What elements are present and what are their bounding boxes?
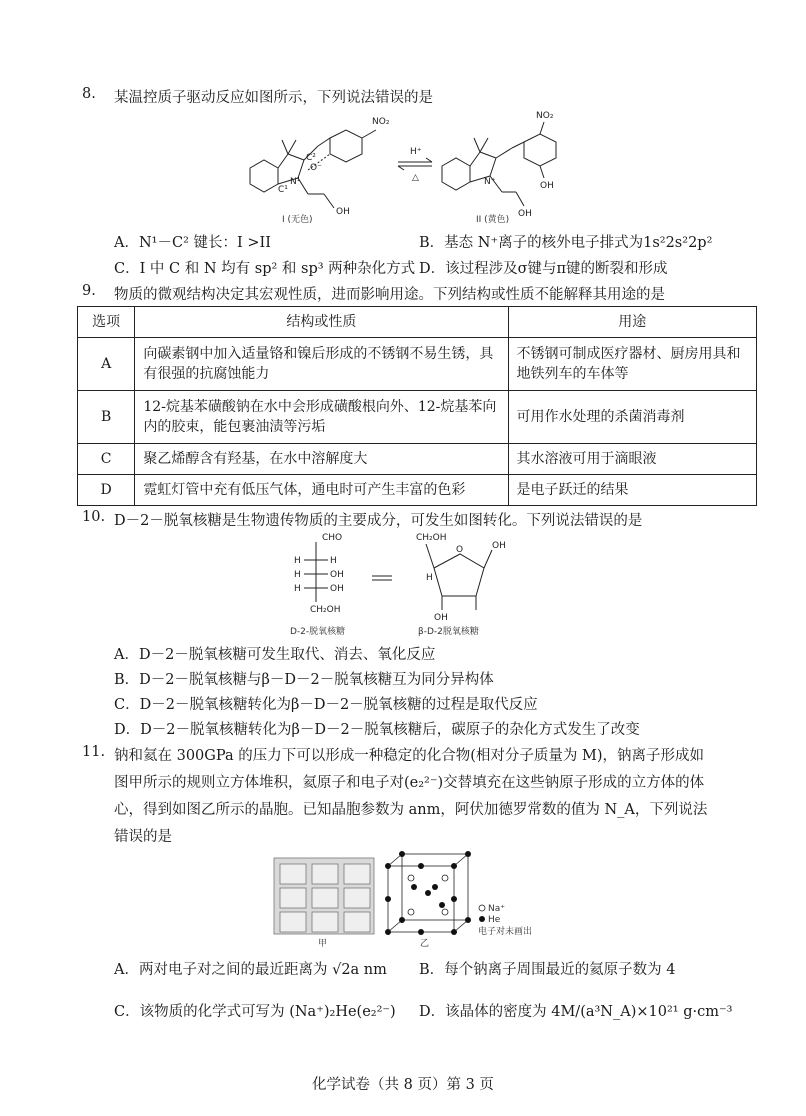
row-option: D (78, 475, 135, 506)
q11-number: 11. (82, 744, 106, 760)
reaction-arrow (398, 158, 432, 170)
equilibrium-arrow (372, 576, 392, 580)
q8-oh-phenol: OH (540, 181, 554, 191)
ring-ch2oh: CH₂OH (416, 533, 447, 543)
row-option: B (78, 391, 135, 444)
q8-option-b: B．基态 N⁺离子的核外电子排式为1s²2s²2p² (419, 235, 713, 251)
q8-reaction-figure (230, 108, 590, 226)
legend-he: He (488, 915, 501, 925)
ring-oh-anomeric: OH (492, 541, 506, 551)
table-row (78, 391, 757, 444)
q8-label-II: II (黄色) (476, 215, 510, 225)
q8-no2-right: NO₂ (536, 111, 554, 121)
q10-option-c: C．D－2－脱氧核糖转化为β－D－2－脱氧核糖的过程是取代反应 (114, 697, 538, 713)
row-property: 向碳素钢中加入适量铬和镍后形成的不锈钢不易生锈，具有很强的抗腐蚀能力 (135, 338, 508, 391)
row-use: 其水溶液可用于滴眼液 (508, 444, 756, 475)
q8-option-a: A．N¹－C² 键长：I >II (114, 235, 271, 251)
q8-oh-left: OH (336, 207, 350, 217)
q8-arrow-top: H⁺ (410, 147, 422, 157)
molecule-II (442, 122, 556, 206)
legend-na: Na⁺ (488, 904, 505, 914)
q8-label-I: I (无色) (282, 215, 313, 225)
header-use: 用途 (508, 307, 756, 338)
table-row (78, 475, 757, 506)
row-use: 不锈钢可制成医疗器材、厨房用具和地铁列车的车体等 (508, 338, 756, 391)
legend-electron-note: 电子对未画出 (478, 927, 533, 937)
header-property: 结构或性质 (135, 307, 508, 338)
q11-stem-line2: 图甲所示的规则立方体堆积，氦原子和电子对(e₂²⁻)交替填充在这些钠原子形成的立方体的体 (114, 775, 705, 791)
na-ions (385, 851, 471, 935)
q8-option-c: C．I 中 C 和 N 均有 sp² 和 sp³ 两种杂化方式 (114, 261, 416, 277)
row-option: A (78, 338, 135, 391)
header-option: 选项 (78, 307, 135, 338)
q10-option-a: A．D－2－脱氧核糖可发生取代、消去、氧化反应 (114, 647, 436, 663)
q8-oh-right: OH (518, 209, 532, 219)
row-property: 霓虹灯管中充有低压气体，通电时可产生丰富的色彩 (135, 475, 508, 506)
row-property: 聚乙烯醇含有羟基，在水中溶解度大 (135, 444, 508, 475)
q11-option-d: D．该晶体的密度为 4M/(a³N_A)×10²¹ g·cm⁻³ (419, 1004, 733, 1020)
q10-label-right: β-D-2脱氧核糖 (418, 627, 479, 637)
row-use: 是电子跃迁的结果 (508, 475, 756, 506)
q8-stem: 某温控质子驱动反应如图所示，下列说法错误的是 (114, 90, 433, 106)
q8-number: 8. (82, 86, 96, 102)
q11-option-b: B．每个钠离子周围最近的氦原子数为 4 (419, 962, 676, 978)
q11-option-c: C．该物质的化学式可写为 (Na⁺)₂He(e₂²⁻) (114, 1004, 396, 1020)
q10-sugar-figure (286, 530, 516, 640)
q11-crystal-figure (270, 848, 570, 948)
q10-option-d: D．D－2－脱氧核糖转化为β－D－2－脱氧核糖后，碳原子的杂化方式发生了改变 (114, 722, 640, 738)
fischer-ch2oh: CH₂OH (310, 605, 341, 615)
table-row (78, 444, 757, 475)
ring-oh-bottom: OH (434, 613, 448, 623)
fischer-h2: H (294, 570, 301, 580)
legend-na-marker (479, 905, 485, 911)
q10-option-b: B．D－2－脱氧核糖与β－D－2－脱氧核糖互为同分异构体 (114, 672, 494, 688)
q10-label-left: D-2-脱氧核糖 (290, 627, 346, 637)
q9-number: 9. (82, 283, 96, 299)
fischer-projection (304, 542, 328, 602)
q8-no2-left: NO₂ (372, 117, 390, 127)
q10-stem: D－2－脱氧核糖是生物遗传物质的主要成分，可发生如图转化。下列说法错误的是 (114, 513, 643, 529)
row-use: 可用作水处理的杀菌消毒剂 (508, 391, 756, 444)
fischer-oh2: OH (330, 570, 344, 580)
q8-arrow-bottom: △ (412, 173, 419, 183)
q8-c1-label: C¹ (278, 185, 288, 195)
q9-stem: 物质的微观结构决定其宏观性质，进而影响用途。下列结构或性质不能解释其用途的是 (114, 287, 665, 303)
ring-h: H (426, 573, 433, 583)
legend-he-marker (479, 916, 485, 922)
row-option: C (78, 444, 135, 475)
q8-n-plus-label: N⁺ (484, 177, 496, 187)
q11-label-jia: 甲 (318, 939, 328, 948)
ring-o: O (456, 545, 464, 555)
fischer-h1: H (294, 556, 301, 566)
q9-table (77, 306, 757, 506)
q11-stem-line4: 错误的是 (114, 829, 172, 845)
q11-stem-line1: 钠和氦在 300GPa 的压力下可以形成一种稳定的化合物(相对分子质量为 M)，钠离子形成如 (114, 748, 704, 764)
fischer-oh3: OH (330, 584, 344, 594)
row-property: 12-烷基苯磺酸钠在水中会形成磺酸根向外、12-烷基苯向内的胶束，能包裹油渍等污垢 (135, 391, 508, 444)
q10-number: 10. (82, 509, 106, 525)
table-header-row (78, 307, 757, 338)
q8-option-d: D．该过程涉及σ键与π键的断裂和形成 (419, 261, 668, 277)
q8-n1-label: N¹ (290, 177, 301, 187)
fischer-cho: CHO (322, 533, 343, 543)
q11-option-a: A．两对电子对之间的最近距离为 √2a nm (114, 962, 387, 978)
q8-o-minus-label: O⁻ (310, 163, 322, 173)
table-row (78, 338, 757, 391)
q8-c2-label: C² (306, 153, 316, 163)
cube-stack-jia (274, 858, 374, 934)
fischer-h1-right: H (330, 556, 337, 566)
q11-stem-line3: 心，得到如图乙所示的晶胞。已知晶胞参数为 anm，阿伏加德罗常数的值为 N_A，下列说法 (114, 802, 708, 818)
page-footer: 化学试卷（共 8 页）第 3 页 (312, 1077, 494, 1093)
fischer-h3: H (294, 584, 301, 594)
q11-label-yi: 乙 (420, 939, 430, 948)
